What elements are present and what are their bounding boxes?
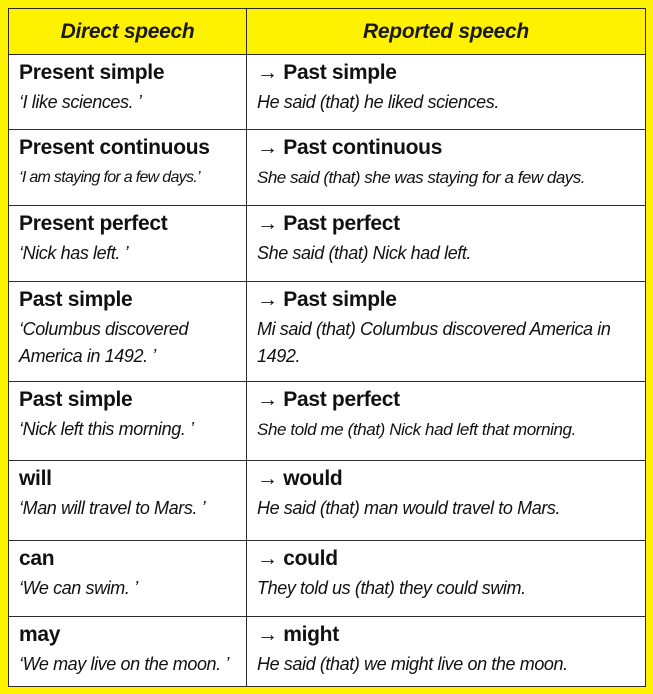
reported-tense: → would <box>257 467 343 490</box>
direct-tense: Present continuous <box>19 136 210 159</box>
table-header-row <box>9 9 646 55</box>
table-row <box>9 617 646 687</box>
reported-cell <box>247 541 646 617</box>
reported-example: Mi said (that) Columbus discovered America in 1492. <box>257 319 611 366</box>
direct-tense: Past simple <box>19 388 133 411</box>
reported-cell <box>247 282 646 382</box>
direct-cell <box>9 55 247 130</box>
reported-example: She said (that) she was staying for a few days. <box>257 168 586 187</box>
speech-table-frame <box>8 8 645 686</box>
reported-example: He said (that) we might live on the moon. <box>257 654 568 674</box>
direct-tense: can <box>19 547 55 570</box>
reported-tense: → might <box>257 623 339 646</box>
direct-example: ‘I am staying for a few days.’ <box>19 169 200 186</box>
direct-cell <box>9 282 247 382</box>
table-row <box>9 55 646 130</box>
direct-example: ‘We may live on the moon. ’ <box>19 654 229 674</box>
reported-tense: → could <box>257 547 338 570</box>
direct-tense: may <box>19 623 61 646</box>
reported-tense: → Past perfect <box>257 388 400 411</box>
header-direct-speech: Direct speech <box>9 9 247 55</box>
table-row <box>9 382 646 461</box>
reported-cell <box>247 55 646 130</box>
reported-example: They told us (that) they could swim. <box>257 578 526 598</box>
direct-cell <box>9 461 247 541</box>
table-row <box>9 282 646 382</box>
reported-tense: → Past perfect <box>257 212 400 235</box>
direct-example: ‘Nick has left. ’ <box>19 243 129 263</box>
direct-cell <box>9 130 247 206</box>
reported-tense: → Past simple <box>257 61 397 84</box>
direct-example: ‘We can swim. ’ <box>19 578 138 598</box>
reported-cell <box>247 206 646 282</box>
direct-cell <box>9 382 247 461</box>
direct-example: ‘I like sciences. ’ <box>19 92 142 112</box>
direct-example: ‘Man will travel to Mars. ’ <box>19 498 206 518</box>
header-reported-speech: Reported speech <box>247 9 646 55</box>
reported-cell <box>247 130 646 206</box>
direct-tense: Present simple <box>19 61 165 84</box>
direct-tense: will <box>19 467 52 490</box>
direct-tense: Present perfect <box>19 212 168 235</box>
table-row <box>9 206 646 282</box>
reported-cell <box>247 461 646 541</box>
table-row <box>9 130 646 206</box>
reported-cell <box>247 617 646 687</box>
table-row <box>9 461 646 541</box>
direct-example: ‘Columbus discovered America in 1492. ’ <box>19 319 189 366</box>
reported-example: He said (that) he liked sciences. <box>257 92 499 112</box>
reported-example: He said (that) man would travel to Mars. <box>257 498 561 518</box>
reported-speech-table <box>8 8 646 687</box>
reported-tense: → Past continuous <box>257 136 443 159</box>
table-row <box>9 541 646 617</box>
reported-cell <box>247 382 646 461</box>
direct-tense: Past simple <box>19 288 133 311</box>
reported-example: She said (that) Nick had left. <box>257 243 472 263</box>
direct-cell <box>9 617 247 687</box>
reported-tense: → Past simple <box>257 288 397 311</box>
direct-cell <box>9 206 247 282</box>
reported-example: She told me (that) Nick had left that morning. <box>257 420 576 439</box>
direct-example: ‘Nick left this morning. ’ <box>19 419 194 439</box>
direct-cell <box>9 541 247 617</box>
